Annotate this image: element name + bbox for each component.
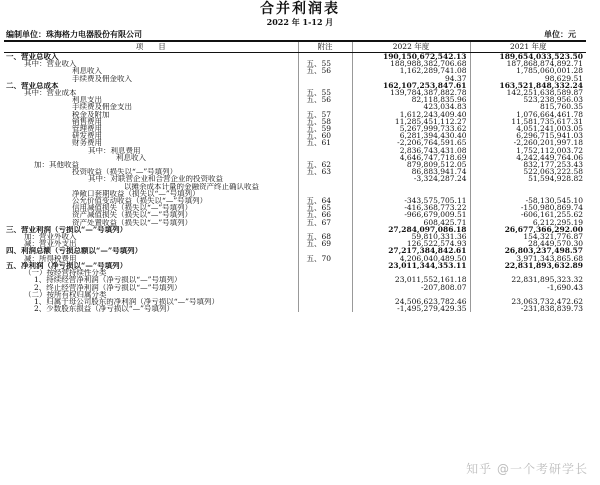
table-row <box>4 147 586 154</box>
row-2021-cell: -1,690.43 <box>547 283 583 291</box>
row-2022-cell: 24,506,623,782.46 <box>352 298 470 305</box>
row-item-cell: （一）按经营持续性分类 <box>4 269 298 276</box>
table-row <box>4 53 586 61</box>
row-item-cell: 减：所得税费用 <box>4 255 298 262</box>
row-note-cell: 五、67 <box>298 219 352 226</box>
row-item-cell: （二）按所有权归属分类 <box>4 291 298 298</box>
row-2022-cell: 1,162,289,741.08 <box>352 67 470 74</box>
row-2021-cell: 28,449,570.30 <box>528 240 583 248</box>
row-item-cell: 手续费及佣金收入 <box>4 75 298 82</box>
column-header-2022: 2022 年度 <box>352 42 470 53</box>
row-item-cell: 加：营业外收入 <box>4 233 298 240</box>
row-2021-cell: -58,130,545.10 <box>525 197 583 205</box>
row-item-cell: 资产处置收益（损失以“—”号填列） <box>4 219 298 226</box>
row-2021-cell: 1,752,112,003.72 <box>516 146 583 154</box>
statement-title: 合并利润表 <box>260 1 340 17</box>
table-row <box>4 197 586 204</box>
row-2021-cell: 98,629.51 <box>544 74 583 82</box>
table-row <box>4 118 586 125</box>
row-2022-cell: 608,425.71 <box>352 219 470 226</box>
row-item-cell: 资产减值损失（损失以“—”号填列） <box>4 211 298 218</box>
row-2022-cell: 139,784,387,882.78 <box>352 89 470 96</box>
row-note-cell: 五、55 <box>298 60 352 67</box>
table-row <box>4 269 586 276</box>
row-note-cell <box>298 247 352 254</box>
row-note-cell: 五、60 <box>298 132 352 139</box>
table-row <box>4 168 586 175</box>
row-item-cell: 信用减值损失（损失以“—”号填列） <box>4 204 298 211</box>
row-2021-cell: 832,177,253.43 <box>523 161 583 169</box>
row-note-cell: 五、69 <box>298 240 352 247</box>
row-2022-cell: -3,324,287.24 <box>352 175 470 182</box>
table-row <box>4 226 586 233</box>
row-2022-cell <box>352 190 470 197</box>
row-2021-cell: -2,260,201,997.18 <box>513 139 583 147</box>
row-note-cell <box>298 75 352 82</box>
row-item-cell: 2、终止经营净利润（净亏损以“—”号填列） <box>4 284 298 291</box>
row-note-cell <box>298 190 352 197</box>
row-2021-cell: 6,212,295.19 <box>532 218 583 226</box>
column-header-2021: 2021 年度 <box>470 42 586 53</box>
row-2021-cell: -231,838,839.73 <box>520 305 583 313</box>
row-2021-cell: 142,251,638,589.87 <box>506 89 583 97</box>
row-item-cell: 加：其他收益 <box>4 161 298 168</box>
row-2021-cell: 4,242,449,764.06 <box>516 153 583 162</box>
row-note-cell: 五、63 <box>298 168 352 175</box>
row-item-cell: 一、营业总收入 <box>4 53 298 61</box>
row-2021-cell: 187,868,874,892.71 <box>506 60 583 68</box>
row-item-cell: 净敞口套期收益（损失以“—”号填列） <box>4 190 298 197</box>
row-note-cell <box>298 183 352 190</box>
row-item-cell: 利息收入 <box>4 67 298 74</box>
row-2022-cell: 27,284,097,086.18 <box>352 226 470 233</box>
row-item-cell: 研发费用 <box>4 132 298 139</box>
income-statement <box>4 40 586 312</box>
row-note-cell <box>298 291 352 298</box>
row-item-cell: 以摊余成本计量的金融资产终止确认收益 <box>4 183 298 190</box>
row-note-cell: 五、61 <box>298 139 352 146</box>
column-header-item: 项 目 <box>4 42 298 53</box>
row-note-cell: 五、59 <box>298 125 352 132</box>
row-2022-cell: 1,612,243,409.40 <box>352 111 470 118</box>
income-statement-table <box>4 42 586 312</box>
table-header-row <box>4 42 586 53</box>
statement-period: 2022 年 1-12 月 <box>266 17 334 27</box>
row-note-cell <box>298 82 352 89</box>
row-2021-cell: 815,760.35 <box>540 103 583 111</box>
row-2022-cell: -2,206,764,591.65 <box>352 139 470 146</box>
row-2022-cell: 5,267,999,733.62 <box>352 125 470 132</box>
table-row <box>4 67 586 74</box>
row-2022-cell: 94.37 <box>352 75 470 82</box>
row-note-cell: 五、55 <box>298 89 352 96</box>
row-2022-cell: -966,679,009.51 <box>352 211 470 218</box>
row-2022-cell <box>352 291 470 298</box>
row-item-cell: 三、营业利润（亏损以“—”号填列） <box>4 226 298 233</box>
row-2022-cell: 23,011,344,353.11 <box>352 262 470 269</box>
row-2022-cell: 2,836,743,431.08 <box>352 147 470 154</box>
row-item-cell: 手续费及佣金支出 <box>4 103 298 110</box>
row-2021-cell: 154,321,776.87 <box>523 233 583 241</box>
row-item-cell: 投资收益（损失以“—”号填列） <box>4 168 298 175</box>
row-note-cell: 五、64 <box>298 197 352 204</box>
row-2022-cell: 423,034.83 <box>352 103 470 110</box>
table-row <box>4 233 586 240</box>
row-note-cell <box>298 262 352 269</box>
table-row <box>4 82 586 89</box>
row-2022-cell: 162,107,253,847.61 <box>352 82 470 89</box>
row-item-cell: 其中：对联营企业和合营企业的投资收益 <box>4 175 298 182</box>
table-row <box>4 183 586 190</box>
currency-unit: 单位：元 <box>544 29 576 39</box>
row-note-cell: 五、57 <box>298 111 352 118</box>
row-item-cell: 利息收入 <box>4 154 298 161</box>
watermark: 知乎 @一个考研学长 <box>466 462 588 476</box>
table-row <box>4 219 586 226</box>
row-note-cell: 五、56 <box>298 67 352 74</box>
table-row <box>4 211 586 218</box>
row-2021-cell: -606,161,255.62 <box>520 211 583 219</box>
row-2022-cell: -416,368,773.22 <box>352 204 470 211</box>
table-row <box>4 89 586 96</box>
row-item-cell: 2、少数股东损益（净亏损以“—”号填列） <box>4 305 298 312</box>
table-row <box>4 305 586 312</box>
row-item-cell: 1、持续经营净利润（净亏损以“—”号填列） <box>4 276 298 283</box>
row-2022-cell: 59,810,331.36 <box>352 233 470 240</box>
row-note-cell <box>298 175 352 182</box>
table-row <box>4 75 586 82</box>
row-item-cell: 销售费用 <box>4 118 298 125</box>
table-row <box>4 60 586 67</box>
row-2022-cell: -343,575,705.11 <box>352 197 470 204</box>
row-2022-cell: 4,206,040,489.50 <box>352 255 470 262</box>
row-item-cell: 财务费用 <box>4 139 298 146</box>
row-note-cell <box>298 226 352 233</box>
row-2021-cell: 11,581,735,617.31 <box>511 117 583 126</box>
row-2021-cell <box>470 269 586 276</box>
company-name: 编制单位：珠海格力电器股份有限公司 <box>6 29 142 39</box>
row-2021-cell: 26,803,237,498.57 <box>504 247 583 255</box>
table-row <box>4 190 586 197</box>
row-2021-cell: 522,063,222.58 <box>523 168 583 176</box>
row-2021-cell: 163,521,848,332.24 <box>499 81 583 90</box>
row-note-cell <box>298 154 352 161</box>
row-2021-cell: 1,076,664,461.78 <box>516 110 583 118</box>
row-2022-cell: 11,285,451,112.27 <box>352 118 470 125</box>
table-row <box>4 284 586 291</box>
row-2021-cell: 1,785,060,001.28 <box>516 67 583 75</box>
table-row <box>4 291 586 298</box>
row-2022-cell <box>352 183 470 190</box>
table-row <box>4 262 586 269</box>
row-2021-cell: 26,677,366,292.00 <box>504 225 583 234</box>
row-note-cell: 五、56 <box>298 96 352 103</box>
table-row <box>4 125 586 132</box>
row-2022-cell: 126,522,574.93 <box>352 240 470 247</box>
table-row <box>4 247 586 254</box>
table-row <box>4 276 586 283</box>
row-2021-cell <box>470 190 586 197</box>
row-item-cell: 管理费用 <box>4 125 298 132</box>
row-2021-cell <box>470 183 586 190</box>
row-2022-cell <box>352 269 470 276</box>
table-row <box>4 175 586 182</box>
row-item-cell: 五、净利润（净亏损以“—”号填列） <box>4 262 298 269</box>
table-row <box>4 204 586 211</box>
row-2022-cell: 23,011,552,161.18 <box>352 276 470 283</box>
table-row <box>4 139 586 146</box>
row-2022-cell: 879,809,512.05 <box>352 161 470 168</box>
row-item-cell: 减：营业外支出 <box>4 240 298 247</box>
table-row <box>4 154 586 161</box>
row-note-cell <box>298 269 352 276</box>
row-2021-cell: 4,051,241,003.05 <box>516 125 583 133</box>
row-2021-cell: 3,971,343,865.68 <box>516 254 583 262</box>
row-2021-cell: 22,831,895,323.32 <box>511 276 583 284</box>
row-item-cell: 利息支出 <box>4 96 298 103</box>
row-2022-cell: 190,150,672,542.13 <box>352 53 470 61</box>
table-row <box>4 161 586 168</box>
table-row <box>4 111 586 118</box>
row-2022-cell: -1,495,279,429.35 <box>352 305 470 312</box>
row-2021-cell: 523,238,956.03 <box>523 96 583 104</box>
table-row <box>4 255 586 262</box>
row-2021-cell: 189,654,033,523.50 <box>499 52 583 61</box>
row-note-cell <box>298 305 352 312</box>
table-row <box>4 240 586 247</box>
row-note-cell: 五、65 <box>298 204 352 211</box>
row-2022-cell: 4,646,747,718.69 <box>352 154 470 161</box>
row-2021-cell: 22,831,893,632.89 <box>504 261 583 270</box>
row-note-cell: 五、58 <box>298 118 352 125</box>
table-row <box>4 96 586 103</box>
row-2021-cell: -150,980,869.74 <box>520 204 583 212</box>
row-note-cell <box>298 276 352 283</box>
table-row <box>4 103 586 110</box>
row-note-cell: 五、70 <box>298 255 352 262</box>
row-item-cell: 其中：利息费用 <box>4 147 298 154</box>
row-2022-cell: 188,988,382,706.68 <box>352 60 470 67</box>
row-2022-cell: 86,883,941.74 <box>352 168 470 175</box>
table-row <box>4 298 586 305</box>
row-item-cell: 公允价值变动收益（损失以“—”号填列） <box>4 197 298 204</box>
column-header-note: 附注 <box>298 42 352 53</box>
row-2022-cell: -207,808.07 <box>352 284 470 291</box>
row-note-cell: 五、66 <box>298 211 352 218</box>
row-note-cell <box>298 284 352 291</box>
row-item-cell: 税金及附加 <box>4 111 298 118</box>
row-2021-cell: 23,063,732,472.62 <box>511 297 583 306</box>
row-2022-cell: 6,281,394,430.40 <box>352 132 470 139</box>
row-item-cell: 其中：营业收入 <box>4 60 298 67</box>
row-item-cell: 其中：营业成本 <box>4 89 298 96</box>
row-item-cell: 1、归属于母公司股东的净利润（净亏损以“—”号填列） <box>4 298 298 305</box>
row-note-cell <box>298 53 352 61</box>
row-note-cell: 五、68 <box>298 233 352 240</box>
row-note-cell <box>298 298 352 305</box>
row-2021-cell: 51,594,928.82 <box>528 175 583 183</box>
row-2021-cell <box>470 291 586 298</box>
row-note-cell: 五、62 <box>298 161 352 168</box>
row-item-cell: 二、营业总成本 <box>4 82 298 89</box>
row-note-cell <box>298 147 352 154</box>
row-note-cell <box>298 103 352 110</box>
row-item-cell: 四、利润总额（亏损总额以“—”号填列） <box>4 247 298 254</box>
table-row <box>4 132 586 139</box>
row-2022-cell: 82,118,835.96 <box>352 96 470 103</box>
row-2022-cell: 27,217,384,842.61 <box>352 247 470 254</box>
row-2021-cell: 6,296,715,941.03 <box>516 132 583 140</box>
